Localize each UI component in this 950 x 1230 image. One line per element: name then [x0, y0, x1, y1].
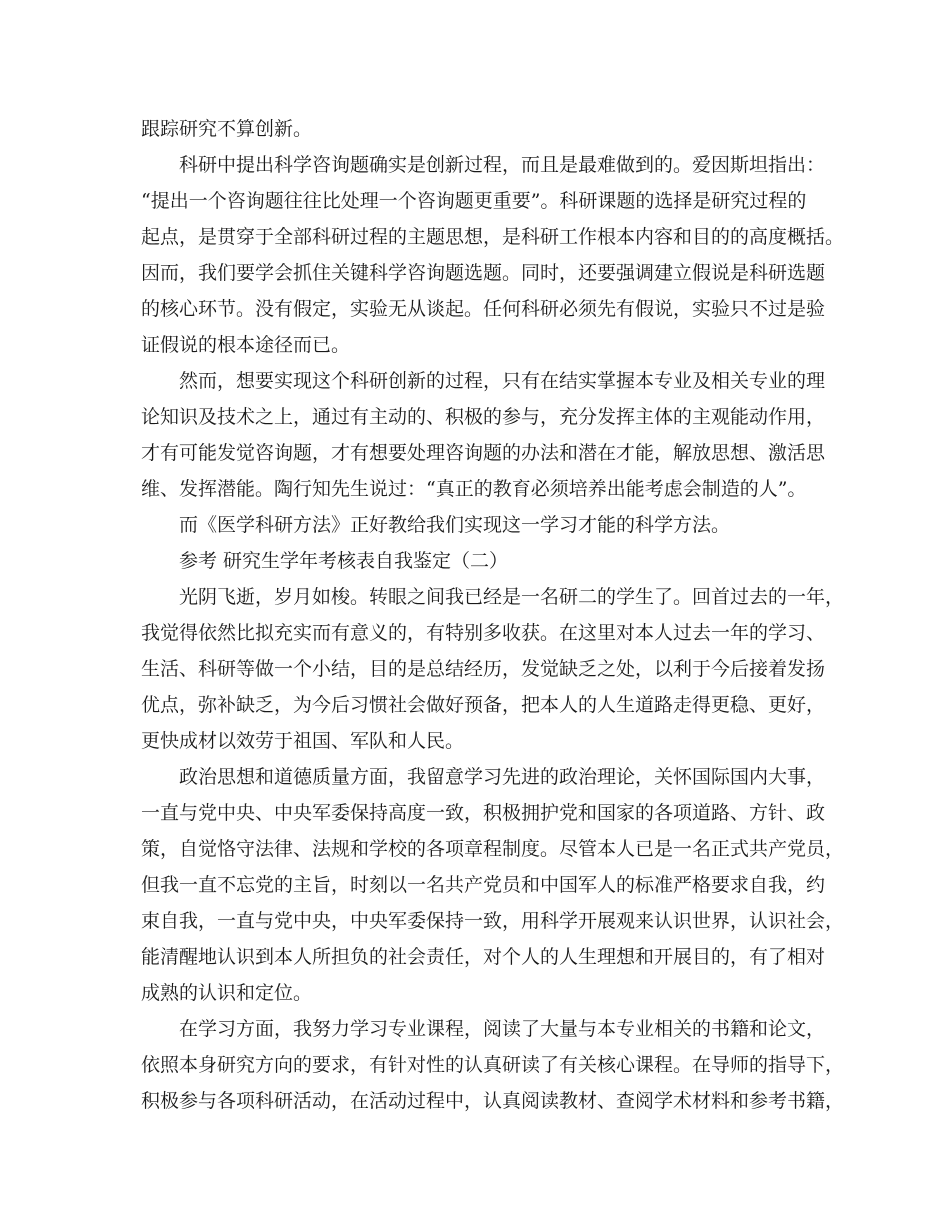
text-line: 而《医学科研方法》正好教给我们实现这一学习才能的科学方法。 — [179, 514, 731, 536]
text-line: “提出一个咨询题往往比处理一个咨询题更重要”。科研课题的选择是研究过程的 — [141, 190, 807, 212]
text-line: 束自我，一直与党中央，中央军委保持一致，用科学开展观来认识世界，认识社会， — [141, 910, 845, 932]
text-line: 积极参与各项科研活动，在活动过程中，认真阅读教材、查阅学术材料和参考书籍， — [141, 1090, 845, 1112]
text-line: 但我一直不忘党的主旨，时刻以一名共产党员和中国军人的标准严格要求自我，约 — [141, 874, 826, 896]
text-line: 参考 研究生学年考核表自我鉴定（二） — [179, 550, 509, 572]
text-line: 因而，我们要学会抓住关键科学咨询题选题。同时，还要强调建立假说是科研选题 — [141, 262, 826, 284]
text-line: 维、发挥潜能。陶行知先生说过：“真正的教育必须培养出能考虑会制造的人”。 — [141, 478, 807, 500]
text-line: 光阴飞逝，岁月如梭。转眼之间我已经是一名研二的学生了。回首过去的一年， — [179, 586, 845, 608]
text-line: 的核心环节。没有假定，实验无从谈起。任何科研必须先有假说，实验只不过是验 — [141, 298, 826, 320]
text-line: 依照本身研究方向的要求，有针对性的认真研读了有关核心课程。在导师的指导下， — [141, 1054, 845, 1076]
text-line: 能清醒地认识到本人所担负的社会责任，对个人的人生理想和开展目的，有了相对 — [141, 946, 826, 968]
text-line: 在学习方面，我努力学习专业课程，阅读了大量与本专业相关的书籍和论文， — [179, 1018, 826, 1040]
text-line: 科研中提出科学咨询题确实是创新过程，而且是最难做到的。爱因斯坦指出： — [179, 154, 826, 176]
document-body — [141, 111, 845, 1119]
text-line: 政治思想和道德质量方面，我留意学习先进的政治理论，关怀国际国内大事， — [179, 766, 826, 788]
text-line: 成熟的认识和定位。 — [141, 982, 313, 1004]
text-line: 证假说的根本途径而已。 — [141, 334, 351, 356]
text-line: 论知识及技术之上，通过有主动的、积极的参与，充分发挥主体的主观能动作用， — [141, 406, 826, 428]
text-line: 生活、科研等做一个小结，目的是总结经历，发觉缺乏之处，以利于今后接着发扬 — [141, 658, 826, 680]
text-line: 更快成材以效劳于祖国、军队和人民。 — [141, 730, 465, 752]
text-line: 优点，弥补缺乏，为今后习惯社会做好预备，把本人的人生道路走得更稳、更好， — [141, 694, 826, 716]
text-line: 才有可能发觉咨询题，才有想要处理咨询题的办法和潜在才能，解放思想、激活思 — [141, 442, 826, 464]
text-line: 起点，是贯穿于全部科研过程的主题思想，是科研工作根本内容和目的的高度概括。 — [141, 226, 845, 248]
text-line: 然而，想要实现这个科研创新的过程，只有在结实掌握本专业及相关专业的理 — [179, 370, 826, 392]
text-line: 我觉得依然比拟充实而有意义的，有特别多收获。在这里对本人过去一年的学习、 — [141, 622, 826, 644]
text-line: 跟踪研究不算创新。 — [141, 118, 313, 140]
text-line: 策，自觉恪守法律、法规和学校的各项章程制度。尽管本人已是一名正式共产党员， — [141, 838, 845, 860]
text-line: 一直与党中央、中央军委保持高度一致，积极拥护党和国家的各项道路、方针、政 — [141, 802, 826, 824]
